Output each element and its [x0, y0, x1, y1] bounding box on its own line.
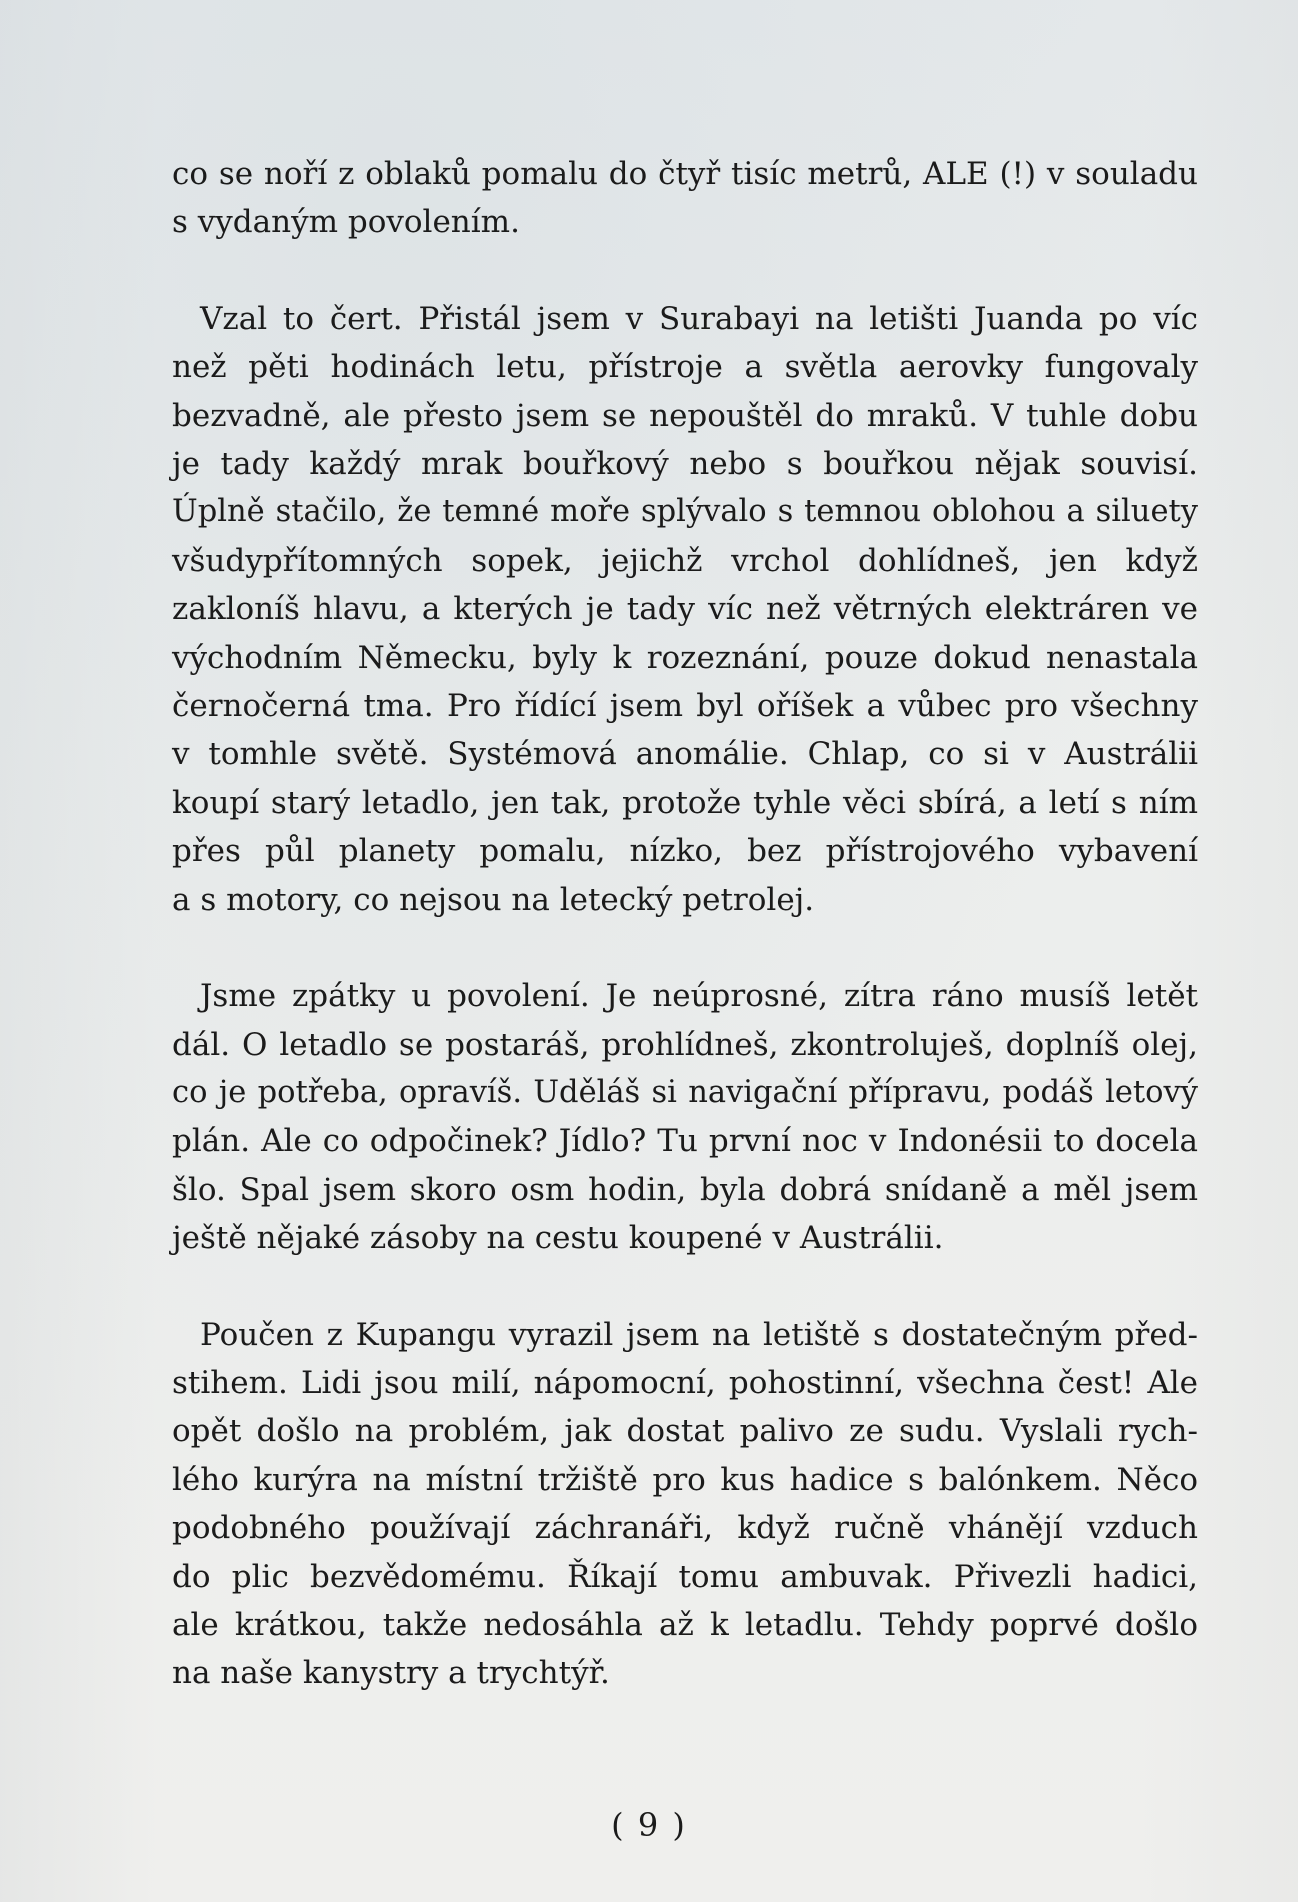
text-line: šlo. Spal jsem skoro osm hodin, byla dobrá snídaně a měl jsem — [172, 1171, 1198, 1208]
paragraph-2 — [172, 295, 1198, 924]
text-line: ještě nějaké zásoby na cestu koupené v Austrálii. — [172, 1220, 944, 1257]
text-line: než pěti hodinách letu, přístroje a světla aerovky fungovaly — [172, 349, 1198, 386]
text-line: Jsme zpátky u povolení. Je neúprosné, zítra ráno musíš letět — [200, 978, 1198, 1015]
text-line: lého kurýra na místní tržiště pro kus hadice s balónkem. Něco — [172, 1461, 1198, 1498]
text-line: přes půl planety pomalu, nízko, bez přístrojového vybavení — [172, 833, 1198, 870]
text-line: podobného používají záchranáři, když ručně vhánějí vzduch — [172, 1510, 1198, 1547]
paragraph-4 — [172, 1311, 1198, 1698]
text-line: na naše kanystry a trychtýř. — [172, 1655, 610, 1692]
paragraph-1 — [172, 150, 1198, 247]
text-line: s vydaným povolením. — [172, 204, 520, 241]
text-line: Úplně stačilo, že temné moře splývalo s temnou oblohou a siluety — [172, 494, 1198, 530]
text-line: Poučen z Kupangu vyrazil jsem na letiště s dostatečným před- — [200, 1316, 1198, 1353]
body-text — [172, 150, 1198, 1746]
text-line: dál. O letadlo se postaráš, prohlídneš, zkontroluješ, doplníš olej, — [172, 1026, 1198, 1063]
text-line: co je potřeba, opravíš. Uděláš si navigační přípravu, podáš letový — [172, 1074, 1198, 1110]
text-line: plán. Ale co odpočinek? Jídlo? Tu první noc v Indonésii to docela — [172, 1123, 1198, 1160]
text-line: zakloníš hlavu, a kterých je tady víc než větrných elektráren ve — [172, 591, 1198, 628]
page-number: ( 9 ) — [611, 1806, 687, 1844]
text-line: a s motory, co nejsou na letecký petrolej. — [172, 881, 815, 918]
text-line: co se noří z oblaků pomalu do čtyř tisíc metrů, ALE (!) v souladu — [172, 156, 1198, 192]
text-line: je tady každý mrak bouřkový nebo s bouřkou nějak souvisí. — [172, 446, 1198, 483]
paragraph-3 — [172, 972, 1198, 1262]
text-line: všudypřítomných sopek, jejichž vrchol dohlídneš, jen když — [172, 542, 1198, 579]
text-line: ale krátkou, takže nedosáhla až k letadlu. Tehdy poprvé došlo — [172, 1606, 1198, 1643]
text-line: Vzal to čert. Přistál jsem v Surabayi na letišti Juanda po víc — [200, 300, 1198, 337]
text-line: v tomhle světě. Systémová anomálie. Chlap, co si v Austrálii — [172, 736, 1198, 773]
text-line: černočerná tma. Pro řídící jsem byl oříšek a vůbec pro všechny — [172, 688, 1198, 725]
text-line: stihem. Lidi jsou milí, nápomocní, pohostinní, všechna čest! Ale — [172, 1364, 1198, 1401]
text-line: bezvadně, ale přesto jsem se nepouštěl do mraků. V tuhle dobu — [172, 397, 1198, 434]
text-line: do plic bezvědomému. Říkají tomu ambuvak. Přivezli hadici, — [172, 1558, 1198, 1595]
text-line: východním Německu, byly k rozeznání, pouze dokud nenastala — [172, 639, 1198, 676]
text-line: koupí starý letadlo, jen tak, protože tyhle věci sbírá, a letí s ním — [172, 784, 1198, 821]
text-line: opět došlo na problém, jak dostat palivo ze sudu. Vyslali rych- — [172, 1413, 1198, 1450]
